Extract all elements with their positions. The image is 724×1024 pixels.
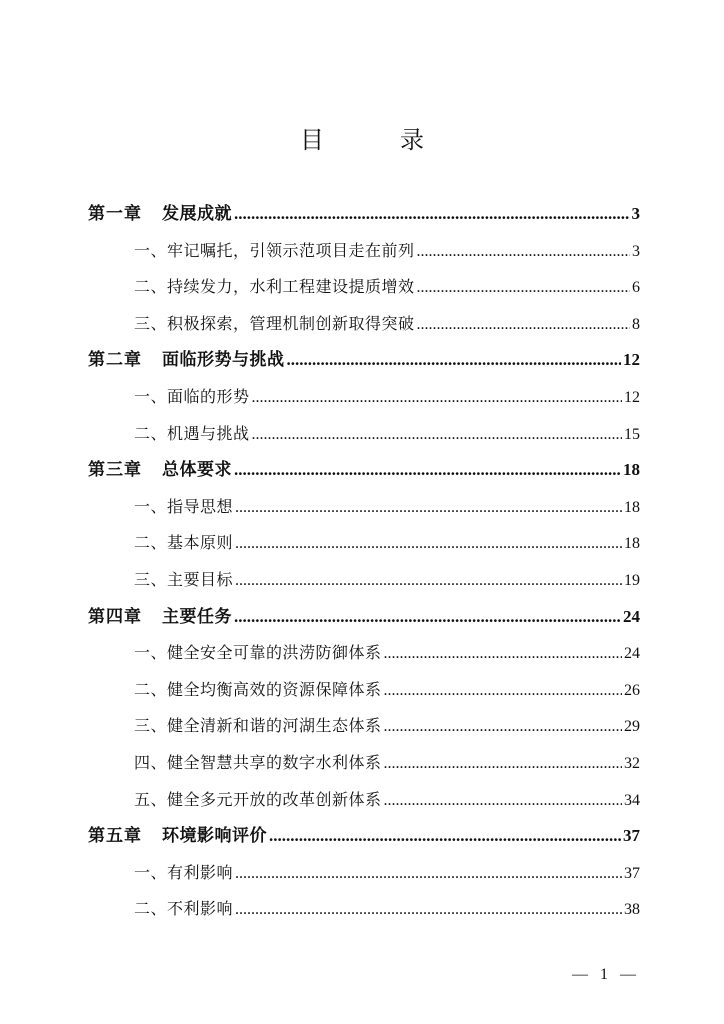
toc-dot-leader: [269, 818, 621, 855]
toc-entry-title: 不利影响: [167, 899, 234, 919]
toc-dot-leader: [417, 234, 630, 271]
toc-dot-leader: [287, 342, 622, 379]
toc-section-entry[interactable]: [88, 855, 640, 892]
toc-dot-leader: [384, 673, 622, 710]
toc-entry-number: 第五章: [88, 826, 142, 847]
toc-dot-leader: [384, 636, 622, 673]
toc-entry-title: 持续发力，水利工程建设提质增效: [167, 277, 415, 297]
toc-entry-label: [134, 269, 415, 306]
toc-entry-number: 四、: [134, 752, 168, 772]
toc-chapter-entry[interactable]: [88, 196, 640, 233]
toc-entry-number: 三、: [134, 313, 168, 333]
toc-entry-label: [134, 525, 233, 562]
toc-entry-number: 一、: [134, 496, 168, 516]
toc-entry-number: 二、: [134, 899, 168, 919]
toc-entry-title: 机遇与挑战: [167, 423, 250, 443]
toc-section-entry[interactable]: [88, 269, 640, 306]
toc-entry-label: [88, 599, 232, 636]
toc-entry-title: 有利影响: [167, 862, 234, 882]
toc-entry-page: 6: [632, 279, 640, 297]
toc-entry-title: 积极探索，管理机制创新取得突破: [167, 313, 415, 333]
toc-entry-page: 12: [624, 388, 640, 406]
page-number: — 1 —: [572, 966, 640, 983]
toc-section-entry[interactable]: [88, 562, 640, 599]
toc-dot-leader: [235, 892, 622, 929]
toc-section-entry[interactable]: [88, 233, 640, 270]
toc-entry-label: [134, 891, 233, 928]
toc-dot-leader: [384, 709, 622, 746]
toc-entry-number: 三、: [134, 716, 168, 736]
toc-entry-number: 第二章: [88, 350, 142, 371]
toc-entry-page: 29: [624, 718, 640, 736]
toc-entry-label: [88, 818, 267, 855]
toc-dot-leader: [235, 526, 622, 563]
toc-entry-title: 总体要求: [162, 460, 232, 481]
toc-entry-page: 18: [624, 498, 640, 516]
toc-entry-label: [88, 342, 285, 379]
toc-entry-page: 19: [624, 571, 640, 589]
toc-entry-label: [134, 379, 250, 416]
toc-entry-page: 8: [632, 315, 640, 333]
toc-title: 目 录: [300, 126, 450, 154]
toc-entry-number: 第一章: [88, 204, 142, 224]
toc-dot-leader: [252, 380, 622, 417]
toc-entry-label: [134, 562, 233, 599]
toc-section-entry[interactable]: [88, 745, 640, 782]
toc-entry-number: 五、: [134, 789, 168, 809]
toc-dot-leader: [235, 490, 622, 527]
toc-entry-page: 18: [624, 535, 640, 553]
toc-entry-page: 18: [623, 460, 640, 480]
toc-section-entry[interactable]: [88, 672, 640, 709]
toc-entry-label: [88, 196, 232, 233]
toc-entry-title: 基本原则: [167, 533, 234, 553]
toc-entry-page: 37: [624, 864, 640, 882]
toc-entry-title: 健全多元开放的改革创新体系: [167, 789, 382, 809]
toc-entry-number: 二、: [134, 423, 168, 443]
toc-entry-title: 健全清新和谐的河湖生态体系: [167, 716, 382, 736]
toc-chapter-entry[interactable]: [88, 342, 640, 379]
toc-entry-page: 24: [623, 606, 640, 626]
toc-entry-label: [134, 672, 382, 709]
toc-dot-leader: [234, 452, 621, 489]
toc-entry-label: [134, 306, 415, 343]
toc-entry-number: 三、: [134, 569, 168, 589]
toc-entry-label: [134, 233, 415, 270]
toc-entry-page: 32: [624, 754, 640, 772]
toc-section-entry[interactable]: [88, 635, 640, 672]
toc-entry-label: [134, 489, 233, 526]
toc-entry-number: 第三章: [88, 460, 142, 481]
toc-entry-title: 面临形势与挑战: [162, 350, 285, 371]
toc-dot-leader: [384, 746, 622, 783]
toc-entry-page: 24: [624, 645, 640, 663]
toc-entry-title: 健全安全可靠的洪涝防御体系: [167, 643, 382, 663]
toc-list: [88, 196, 640, 928]
toc-entry-page: 15: [624, 425, 640, 443]
toc-dot-leader: [384, 783, 622, 820]
toc-entry-title: 健全均衡高效的资源保障体系: [167, 679, 382, 699]
toc-entry-number: 一、: [134, 643, 168, 663]
toc-entry-number: 一、: [134, 386, 168, 406]
toc-entry-title: 主要任务: [162, 606, 232, 627]
toc-entry-label: [134, 855, 233, 892]
toc-dot-leader: [235, 856, 622, 893]
toc-entry-number: 二、: [134, 533, 168, 553]
toc-dot-leader: [234, 196, 630, 233]
toc-chapter-entry[interactable]: [88, 818, 640, 855]
toc-entry-number: 二、: [134, 679, 168, 699]
toc-dot-leader: [417, 307, 630, 344]
toc-entry-label: [134, 635, 382, 672]
toc-section-entry[interactable]: [88, 891, 640, 928]
toc-section-entry[interactable]: [88, 525, 640, 562]
toc-entry-page: 3: [631, 204, 640, 223]
toc-entry-page: 3: [632, 242, 640, 260]
toc-entry-page: 34: [624, 791, 640, 809]
toc-chapter-entry[interactable]: [88, 599, 640, 636]
toc-section-entry[interactable]: [88, 489, 640, 526]
toc-dot-leader: [234, 599, 621, 636]
toc-entry-label: [134, 745, 382, 782]
toc-entry-label: [134, 708, 382, 745]
toc-entry-title: 环境影响评价: [162, 826, 267, 847]
toc-entry-page: 26: [624, 681, 640, 699]
toc-section-entry[interactable]: [88, 306, 640, 343]
toc-entry-title: 面临的形势: [167, 386, 250, 406]
toc-dot-leader: [252, 417, 622, 454]
toc-section-entry[interactable]: [88, 782, 640, 819]
toc-entry-number: 第四章: [88, 606, 142, 627]
toc-section-entry[interactable]: [88, 416, 640, 453]
toc-entry-title: 发展成就: [162, 204, 232, 224]
toc-entry-number: 一、: [134, 862, 168, 882]
toc-entry-title: 牢记嘱托，引领示范项目走在前列: [167, 240, 415, 260]
toc-entry-number: 二、: [134, 277, 168, 297]
toc-dot-leader: [235, 563, 622, 600]
toc-entry-page: 37: [623, 826, 640, 846]
toc-entry-label: [134, 416, 250, 453]
toc-entry-label: [134, 782, 382, 819]
toc-entry-title: 指导思想: [167, 496, 234, 516]
toc-entry-page: 38: [624, 901, 640, 919]
toc-entry-label: [88, 452, 232, 489]
toc-entry-number: 一、: [134, 240, 168, 260]
toc-entry-title: 主要目标: [167, 569, 234, 589]
toc-dot-leader: [417, 270, 630, 307]
toc-entry-page: 12: [623, 350, 640, 370]
toc-chapter-entry[interactable]: [88, 452, 640, 489]
toc-section-entry[interactable]: [88, 379, 640, 416]
toc-section-entry[interactable]: [88, 708, 640, 745]
toc-entry-title: 健全智慧共享的数字水利体系: [167, 752, 382, 772]
